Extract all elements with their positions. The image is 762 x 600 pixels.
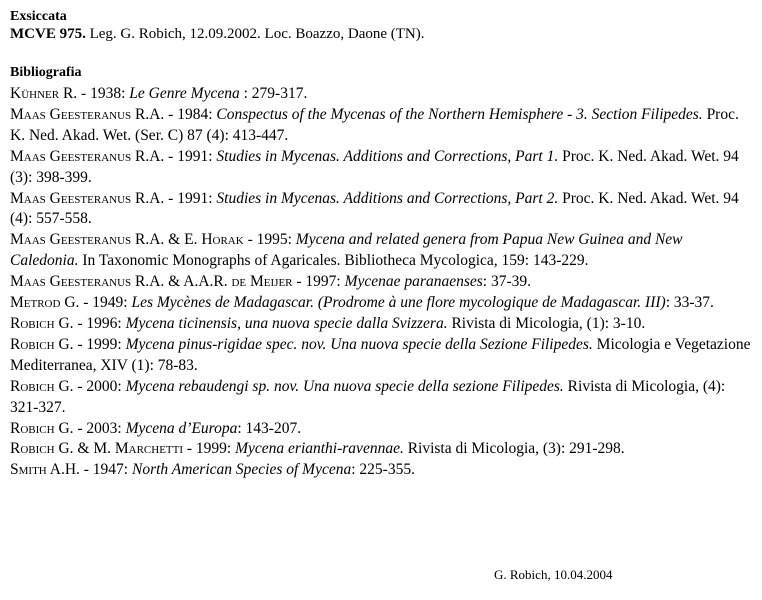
reference-source: Proc. K. Ned. Akad. Wet. 94 (3): 398-399. — [10, 147, 739, 186]
reference-item — [10, 314, 752, 335]
exsiccata-text: Leg. G. Robich, 12.09.2002. Loc. Boazzo, Daone (TN). — [85, 26, 425, 42]
reference-title: Mycena erianthi-ravennae. — [235, 440, 404, 458]
reference-title: Conspectus of the Mycenas of the Northern Hemisphere - 3. Section Filipedes. — [216, 105, 703, 123]
reference-year: - 1995: — [243, 231, 296, 249]
reference-source: : 37-39. — [482, 273, 531, 291]
exsiccata-details — [10, 26, 425, 43]
reference-year: - 2003: — [73, 419, 126, 437]
reference-author: Maas Geesteranus R.A. — [10, 189, 165, 207]
reference-author: Metrod G. — [10, 294, 80, 312]
reference-year: - 1949: — [79, 294, 132, 312]
reference-source: : 33-37. — [665, 294, 714, 312]
reference-author: Robich G. — [10, 377, 74, 395]
reference-source: Proc. K. Ned. Akad. Wet. 94 (4): 557-558. — [10, 189, 739, 228]
reference-author: Maas Geesteranus R.A. & E. Horak — [10, 231, 244, 249]
exsiccata-code: MCVE 975. — [10, 26, 86, 42]
reference-title: Mycena d’Europa — [125, 419, 238, 437]
reference-source: : 143-207. — [237, 419, 302, 437]
reference-source: Rivista di Micologia, (1): 3-10. — [447, 314, 646, 332]
reference-title: Mycena rebaudengi sp. nov. Una nuova specie della sezione Filipedes. — [125, 377, 564, 395]
reference-source: Proc. K. Ned. Akad. Wet. (Ser. C) 87 (4): 413-447. — [10, 105, 739, 144]
reference-item — [10, 147, 752, 189]
reference-title: Les Mycènes de Madagascar. (Prodrome à une flore mycologique de Madagascar. III) — [131, 294, 666, 312]
reference-year: - 1991: — [164, 147, 217, 165]
reference-source: : 279-317. — [239, 85, 308, 102]
bibliography-heading: Bibliografia — [10, 65, 82, 80]
reference-title: Mycena and related genera from Papua New Guinea and New Caledonia. — [10, 231, 683, 270]
reference-title: North American Species of Mycena — [131, 461, 352, 479]
reference-source: In Taxonomic Monographs of Agaricales. Bibliotheca Mycologica, 159: 143-229. — [78, 252, 589, 270]
reference-year: - 1938: — [77, 85, 130, 102]
reference-author: Robich G. & M. Marchetti — [10, 440, 184, 458]
reference-item — [10, 419, 752, 440]
reference-source: : 225-355. — [351, 461, 415, 479]
reference-title: Mycena pinus-rigidae spec. nov. Una nuova specie della Sezione Filipedes. — [125, 335, 593, 353]
reference-author: Maas Geesteranus R.A. & A.A.R. de Meijer — [10, 273, 293, 291]
reference-item — [10, 377, 752, 419]
reference-item — [10, 439, 752, 460]
reference-author: Kühner R. — [10, 85, 78, 102]
reference-item — [10, 293, 752, 314]
reference-item — [10, 230, 752, 272]
reference-year: - 1997: — [292, 273, 345, 291]
reference-year: - 1947: — [79, 461, 132, 479]
reference-title: Mycenae paranaenses — [344, 273, 483, 291]
reference-item — [10, 189, 752, 231]
reference-item — [10, 105, 752, 147]
reference-author: Smith A.H. — [10, 461, 80, 479]
reference-title: Le Genre Mycena — [129, 85, 240, 102]
reference-author: Robich G. — [10, 335, 74, 353]
reference-title: Mycena ticinensis, una nuova specie dalla Svizzera. — [125, 314, 448, 332]
reference-author: Robich G. — [10, 314, 74, 332]
reference-year: - 1999: — [73, 335, 126, 353]
reference-year: - 1996: — [73, 314, 126, 332]
reference-year: - 1991: — [164, 189, 217, 207]
exsiccata-heading: Exsiccata — [10, 9, 67, 24]
reference-year: - 2000: — [73, 377, 126, 395]
reference-author: Maas Geesteranus R.A. — [10, 105, 165, 123]
reference-source: Micologia e Vegetazione Mediterranea, XIV (1): 78-83. — [10, 335, 751, 374]
reference-item — [10, 84, 752, 105]
reference-title: Studies in Mycenas. Additions and Corrections, Part 1. — [216, 147, 559, 165]
reference-title: Studies in Mycenas. Additions and Corrections, Part 2. — [216, 189, 559, 207]
reference-author: Robich G. — [10, 419, 74, 437]
reference-year: - 1984: — [164, 105, 217, 123]
reference-source: Rivista di Micologia, (3): 291-298. — [403, 440, 625, 458]
reference-item — [10, 272, 752, 293]
reference-item — [10, 335, 752, 377]
reference-item — [10, 460, 752, 481]
reference-author: Maas Geesteranus R.A. — [10, 147, 165, 165]
reference-year: - 1999: — [183, 440, 236, 458]
signature-line: G. Robich, 10.04.2004 — [494, 567, 613, 582]
bibliography-list — [10, 84, 752, 481]
reference-source: Rivista di Micologia, (4): 321-327. — [10, 377, 726, 416]
